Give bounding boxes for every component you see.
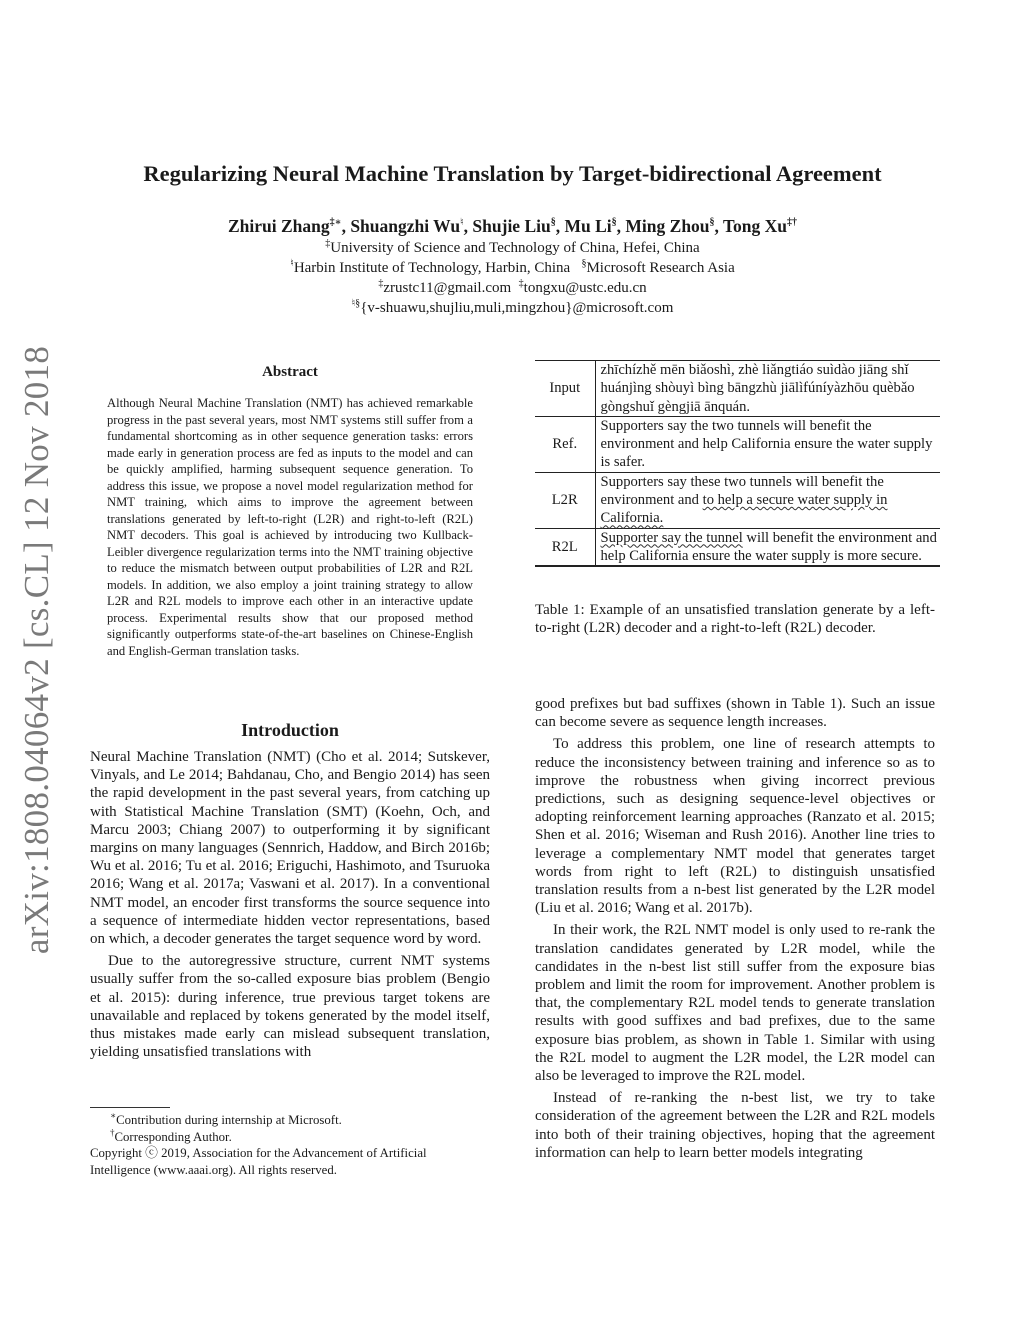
highlighted-error-segment: Supporter say the tunnel <box>600 529 743 546</box>
author-mark: ♮ <box>460 217 464 229</box>
email-line <box>90 278 935 298</box>
row-text: zhīchízhě mēn biǎoshì, zhè liǎngtiáo suìdào jiāng shǐ huánjìng shòuyì bìng bāngzhù jiālìfúníyàzhōu quèbǎo gòngshuǐ gèngjiā ānquán. <box>600 362 915 415</box>
email-mark: ‡ <box>518 278 524 289</box>
arxiv-id-text: arXiv:1808.04064v2 [cs.CL] 12 Nov 2018 <box>17 345 56 955</box>
email-address: zrustc11@gmail.com <box>383 280 512 296</box>
author-name: Shuangzhi Wu <box>350 216 461 236</box>
author-name: Shujie Liu <box>472 216 551 236</box>
row-text: Supporters say the two tunnels will benefit the environment and help California ensure the water supply is safer. <box>600 417 933 471</box>
author-mark: § <box>709 217 715 229</box>
author-name: Mu Li <box>564 216 612 236</box>
email-line <box>90 298 935 318</box>
paragraph: Due to the autoregressive structure, current NMT systems usually suffer from the so-called exposure bias problem (Bengio et al. 2015): during inference, true previous target tokens are unavailable and replaced by tokens generated by the model itself, thus mistakes made early can mislead subsequent translation, yielding unsatisfied translations with <box>90 953 490 1061</box>
paragraph: In their work, the R2L NMT model is only used to re-rank the translation candidates generated by L2R model, while the candidates in the n-best list still suffer from the exposure bias problem and limit the room for improvement. Another problem is that, the complementary R2L model tends to generate translation results with good suffixes and bad prefixes, due to the same exposure bias problem, as shown in Table 1. Similar with using the R2L model to augment the L2R model, the L2R model can also be leveraged to improve the R2L model. <box>535 922 935 1085</box>
affiliation-mark: ‡ <box>325 238 331 249</box>
affiliation-mark: § <box>581 258 587 269</box>
email-address: {v-shuawu,shujliu,muli,mingzhou}@microsoft.com <box>360 300 674 316</box>
table-caption: Table 1: Example of an unsatisfied translation generate by a left-to-right (L2R) decoder and a right-to-left (R2L) decoder. <box>535 602 935 637</box>
affiliation-line <box>90 238 935 258</box>
affiliation-hit: Harbin Institute of Technology, Harbin, China <box>293 260 571 276</box>
row-text-segment: Supporters say these two tunnels will benefit the environment and <box>600 473 884 509</box>
footnote-text: Contribution during internship at Microsoft. <box>116 1113 342 1127</box>
row-text <box>595 472 940 528</box>
paper-title: Regularizing Neural Machine Translation by Target-bidirectional Agreement <box>143 161 882 186</box>
author-name: Tong Xu <box>722 216 788 236</box>
affiliation-msra: Microsoft Research Asia <box>586 260 735 276</box>
author-name: Ming Zhou <box>625 216 710 236</box>
footnotes <box>90 1112 490 1178</box>
paragraph: Neural Machine Translation (NMT) (Cho et al. 2014; Sutskever, Vinyals, and Le 2014; Bahdanau, Cho, and Bengio 2014) has seen the rapid development in the past several years, from catching up with Statistical Machine Translation (SMT) (Koehn, Och, and Marcu 2003; Chiang 2007) to outperforming it by significant margins on many languages (Sennrich, Haddow, and Birch 2016b; Wu et al. 2016; Tu et al. 2016; Eriguchi, Hashimoto, and Tsuruoka 2016; Wang et al. 2017a; Vaswani et al. 2017). In a conventional NMT model, an encoder first transforms the source sequence into a sequence of intermediate hidden vector representations, based on which, a decoder generates the target sequence word by word. <box>90 749 490 948</box>
highlighted-error-segment: to help a secure water supply in California. <box>600 492 888 527</box>
author-mark: § <box>550 217 556 229</box>
footnote-mark: † <box>110 1127 115 1138</box>
copyright-text: 2019, Association for the Advancement of Artificial Intelligence (www.aaai.org). All rights reserved. <box>90 1146 427 1177</box>
row-label: R2L <box>535 528 595 566</box>
footnote-rule <box>90 1107 170 1108</box>
affiliation-mark: ♮ <box>290 258 294 269</box>
affiliations <box>90 238 935 318</box>
affiliation-ustc: University of Science and Technology of China, Hefei, China <box>330 240 700 256</box>
copyright-notice <box>90 1145 490 1178</box>
paragraph: good prefixes but bad suffixes (shown in Table 1). Such an issue can become severe as sequence length increases. <box>535 696 935 731</box>
footnote-text: Corresponding Author. <box>114 1129 232 1144</box>
paragraph: To address this problem, one line of research attempts to reduce the inconsistency between training and inference so as to improve the robustness when giving incorrect previous predictions, such as designing sequence-level objectives or adopting reinforcement learning approaches (Ranzato et al. 2015; Shen et al. 2016; Wiseman and Rush 2016). Another line tries to leverage a complementary NMT model that generates target words from right to left (R2L) to distinguish unsatisfied translation results from a n-best list generated by the L2R model (Liu et al. 2016; Wang et al. 2017b). <box>535 736 935 917</box>
author-mark: ‡† <box>787 217 798 229</box>
right-column-body <box>535 695 935 1166</box>
copyright-text: Copyright <box>90 1146 146 1160</box>
introduction-heading: Introduction <box>241 720 339 740</box>
introduction-body <box>90 748 490 1065</box>
paragraph: Instead of re-ranking the n-best list, we try to take consideration of the agreement between the L2R and R2L models into both of their training objectives, hoping that the agreement information can help to learn better models integrating <box>535 1090 935 1161</box>
table-row <box>535 361 940 417</box>
row-text-segment: will benefit the environment and help California ensure the water supply is more secure. <box>600 529 937 564</box>
table-row <box>535 528 940 566</box>
row-label: Input <box>535 361 595 417</box>
arxiv-identifier-stamp <box>12 345 62 955</box>
abstract-heading: Abstract <box>262 364 318 380</box>
author-name: Zhirui Zhang <box>227 216 330 236</box>
author-mark: ‡∗ <box>329 217 342 229</box>
table-1 <box>535 360 940 567</box>
row-text <box>595 528 940 566</box>
email-address: tongxu@ustc.edu.cn <box>523 280 647 296</box>
table-row <box>535 472 940 528</box>
table-row <box>535 416 940 472</box>
email-mark: ‡ <box>378 278 384 289</box>
footnote-mark: ∗ <box>110 1110 117 1121</box>
footnote <box>90 1112 490 1129</box>
affiliation-line <box>90 258 935 278</box>
copyright-symbol-icon: ⓒ <box>145 1146 158 1160</box>
row-label: Ref. <box>535 416 595 472</box>
email-mark: ♮§ <box>351 298 361 309</box>
abstract-body: Although Neural Machine Translation (NMT) has achieved remarkable progress in the past several years, most NMT systems still suffer from a fundamental shortcoming as in other sequence generation tasks: errors made early in generation process are fed as inputs to the model and can be quickly amplified, harming subsequent sequence generation. To address this issue, we propose a novel model regularization method for NMT training, which aims to improve the agreement between translations generated by left-to-right (L2R) and right-to-left (R2L) NMT decoders. This goal is achieved by introducing two Kullback-Leibler divergence regularization terms into the NMT training objective to reduce the mismatch between output probabilities of L2R and R2L models. In addition, we also employ a joint training strategy to allow L2R and R2L models to improve each other in an interactive update process. Experimental results show that our proposed method significantly outperforms state-of-the-art baselines on Chinese-English and English-German translation tasks. <box>107 396 473 658</box>
author-list: Zhirui Zhang‡∗, Shuangzhi Wu♮, Shujie Liu§, Mu Li§, Ming Zhou§, Tong Xu‡† <box>227 216 798 236</box>
footnote <box>90 1129 490 1146</box>
author-mark: § <box>611 217 617 229</box>
row-label: L2R <box>535 472 595 528</box>
